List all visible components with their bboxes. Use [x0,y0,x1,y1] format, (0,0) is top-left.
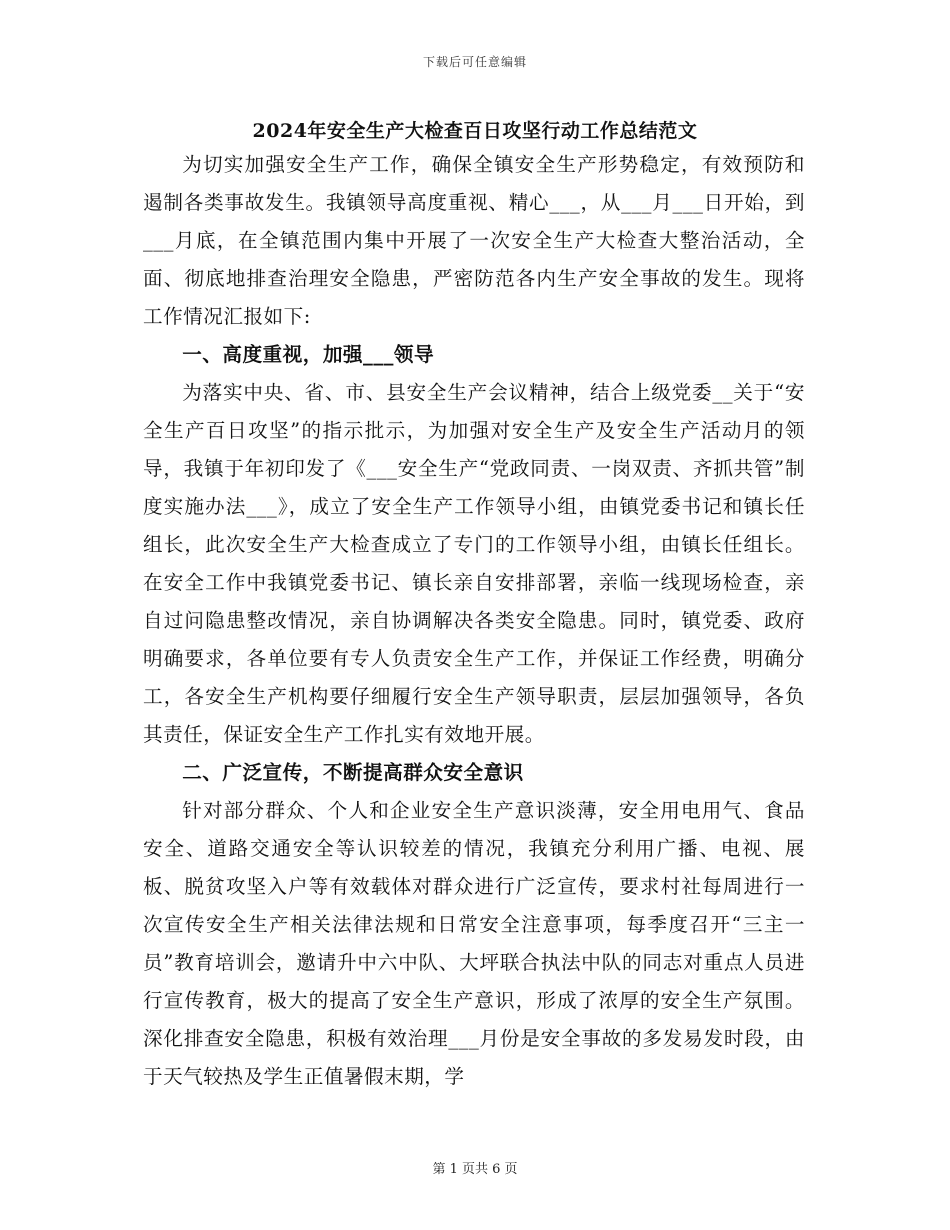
section-heading-2: 二、广泛宣传，不断提高群众安全意识 [182,761,524,784]
paragraph-section-1: 为落实中央、省、市、县安全生产会议精神，结合上级党委__关于“安全生产百日攻坚”的指示批示，为加强对安全生产及安全生产活动月的领导，我镇于年初印发了《___安全生产“党政同责、一岗双责、齐抓共管”制度实施办法___》，成立了安全生产工作领导小组，由镇党委书记和镇长任组长，此次安全生产大检查成立了专门的工作领导小组，由镇长任组长。在安全工作中我镇党委书记、镇长亲自安排部署，亲临一线现场检查，亲自过问隐患整改情况，亲自协调解决各类安全隐患。同时，镇党委、政府明确要求，各单位要有专人负责安全生产工作，并保证工作经费，明确分工，各安全生产机构要仔细履行安全生产领导职责，层层加强领导，各负其责任，保证安全生产工作扎实有效地开展。 [143,381,805,746]
section-heading-1: 一、高度重视，加强___领导 [182,343,435,366]
document-title: 2024年安全生产大检查百日攻坚行动工作总结范文 [252,120,698,142]
paragraph-intro: 为切实加强安全生产工作，确保全镇安全生产形势稳定，有效预防和遏制各类事故发生。我镇领导高度重视、精心___，从___月___日开始，到___月底，在全镇范围内集中开展了一次安全生产大检查大整治活动，全面、彻底地排查治理安全隐患，严密防范各内生产安全事故的发生。现将工作情况汇报如下: [143,153,805,328]
page-number-footer: 第 1 页共 6 页 [432,1162,518,1177]
paragraph-section-2: 针对部分群众、个人和企业安全生产意识淡薄，安全用电用气、食品安全、道路交通安全等认识较差的情况，我镇充分利用广播、电视、展板、脱贫攻坚入户等有效载体对群众进行广泛宣传，要求村社每周进行一次宣传安全生产相关法律法规和日常安全注意事项，每季度召开“三主一员”教育培训会，邀请升中六中队、大坪联合执法中队的同志对重点人员进行宣传教育，极大的提高了安全生产意识，形成了浓厚的安全生产氛围。深化排查安全隐患，积极有效治理___月份是安全事故的多发易发时段，由于天气较热及学生正值暑假末期，学 [143,799,805,1088]
document-body [143,146,805,1096]
page-header-note: 下载后可任意编辑 [422,55,527,69]
